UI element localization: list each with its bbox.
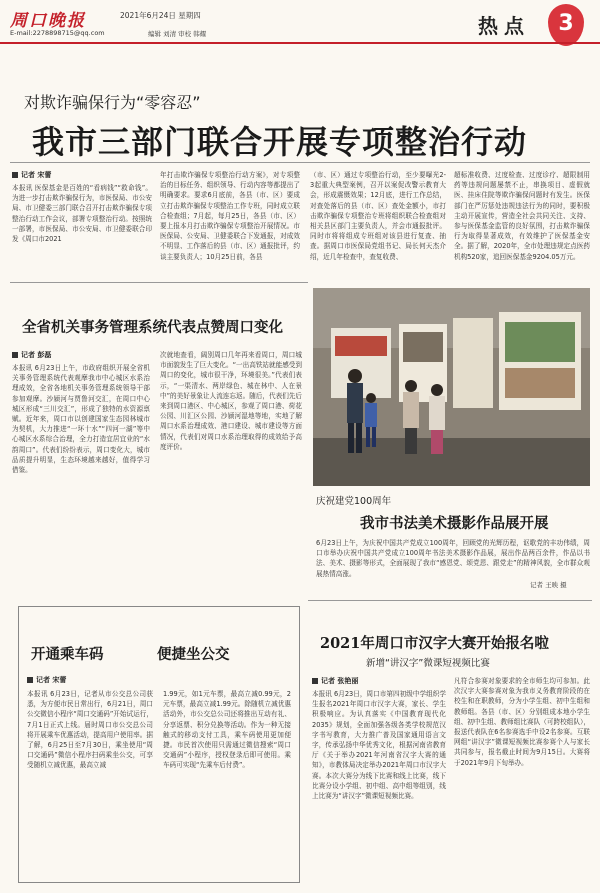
top-story-kicker: 对欺诈骗保行为“零容忍”: [24, 93, 201, 112]
contact-email: E-mail:2278898715@qq.com: [10, 29, 105, 37]
divider: [10, 282, 308, 283]
hanzi-byline: 记者 张艳丽: [312, 676, 446, 686]
hanzi-text-2: 凡符合参赛对象要求的全市师生均可参加。此次汉字大赛参赛对象为我市义务教育阶段的在校生和在职教师，分为小学生组、初中生组和教师组。各县（市、区）分别组成本地小学生组、初中生组、教师组比赛队（可跨校组队），报送代表队在6名参赛选手中设2名参赛。互联网组“讲汉字”微课短视频比赛参赛个人与家长共同参与，报名截止时间为9月15日。大赛将于2021年9月下旬举办。: [454, 677, 590, 767]
issue-date: 2021年6月24日 星期四: [120, 11, 201, 20]
hanzi-subhead: 新增“讲汉字”微课短视频比赛: [366, 658, 490, 669]
transit-text-1: 本报讯 6月23日，记者从市公交总公司获悉，为方便市民日常出行，6月21日，周口公交微信小程序“周口交通码”开始试运行，7月1日正式上线。届时周口市公交总公司将开展乘车优惠活动，提高用户使用率。据了解，6月25日至7月30日，乘坐使用“周口交通码”微信小程序扫码乘坐公交，可享受随机立减优惠，最高立减: [27, 690, 153, 770]
change-story-text-2: 次就地查看，阔别周口几年再来看周口，周口城市面貌发生了巨大变化。“一出高铁站就能感受到周口的变化，城市很干净，环境很美。”代表们表示，“一渠清水、两岸绿色、城在林中、人在景中”的美好景象让人流连忘返。随后，代表们先后来到周口港区、中心城区，参观了周口港、荷花公园、川汇区公园、沙颍河湿地等地，实地了解周口水系治理成效、港口建设、城市建设等方面情况，代表们对周口水系治理取得的成效给予高度评价。: [160, 351, 302, 451]
top-story-text-4: 超标准收费、过度检查、过度诊疗、超限制用药等违规问题屡禁不止，串换项目、虚假就医、挂床住院等欺诈骗保问题时有发生。医保部门在严厉惩处违规违法行为的同时，要积极主动开展宣传，营造全社会共同关注、支持、参与医保基金监管的良好氛围，打击欺诈骗保行为取得显著成效，有效维护了医保基金安全。据了解，2020年，全市处理违规定点医药机构520家，追回医保基金9204.05万元。: [454, 171, 590, 261]
hanzi-text-1: 本报讯 6月23日，周口市第四初级中学组织学生报名2021年周口市汉字大赛，家长、学生积极响应。为认真落实《中国教育现代化2035》规划，全面加强各级各类学校规范汉字书写教育，大力推广普及国家通用语言文字，传承弘扬中华优秀文化，根据河南省教育厅《关于举办2021年河南省汉字大赛的通知》，市教体局决定举办2021年周口市汉字大赛。本次大赛分为线下比赛和线上比赛，线下比赛分设小学组、初中组、高中组等组别，线上比赛为“讲汉字”微课短视频比赛。: [312, 690, 446, 801]
top-story-text-3: （市、区）通过专项整治行动，至少要曝光2-3起重大典型案例，召开以案促改警示教育大会，形成震慑效果；12月底，进行工作总结，对查处落后的县（市、区）查处金额小，市打击欺诈骗保专项整治专班将组织联合检查组对相关县区部门主要负责人，并会市通报批评。同时市将将组成专班组对该县进行复查、抽查。据周口市医保局党组书记、局长何天杰介绍，近几年检查中，查复收费、: [310, 171, 446, 261]
photo-credit: 记者 王映 摄: [530, 581, 567, 589]
top-story-text-2: 年打击欺诈骗保专项整治行动方案》，对专项整治的目标任务、组织领导、行动内容等都提出了明确要求。要求6月底前，各县（市、区）要成立打击欺诈骗保专项整治工作专班，同时成立联合检查组；7月起，每月25日，各县（市、区）要上报本月打击欺诈骗保专项整治开展情况。市医保局、公安局、卫健委联合下发通报，对成效不明显、工作落后的县（市、区）通报批评，约谈主要负责人；10月25日前，各县: [160, 171, 300, 261]
top-story-column-1: [12, 170, 152, 275]
newspaper-logo: 周口晚报: [10, 11, 86, 31]
photo-story-body: 6月23日上午，为庆祝中国共产党成立100周年，回顾党的光辉历程，讴歌党的丰功伟绩，周口市举办庆祝中国共产党成立100周年书法美术摄影作品展，展出作品两百余件，作品以书法、美术、摄影等形式，全面展现了我市“感恩党、颂党恩、跟党走”的精神风貌，全市群众观展热情高涨。: [316, 539, 590, 578]
transit-text-2: 1.99元，如1元车票，最高立减0.99元，2元车票，最高立减1.99元。除随机立减优惠活动外，市公交总公司还将推出互动有礼、分享返票、积分兑换等活动。作为一种无接触式的移动支付工具，乘车码使用更加便捷。市民首次使用只需通过微信搜索“周口交通码”小程序，授权登录后即可使用。乘车码可实现“先乘车后付费”。: [163, 690, 291, 770]
change-story-headline: 全省机关事务管理系统代表点赞周口变化: [22, 319, 283, 336]
masthead-rule: [0, 42, 600, 44]
top-story-text-1: 本报讯 医保基金是百姓的“看病钱”“救命钱”。为进一步打击欺诈骗保行为，市医保局、市公安局、市卫健委三部门联合召开打击欺诈骗保专项整治行动工作会议，部署专项整治行动。按照统一部署，市医保局、市公安局、市卫健委联合印发《周口市2021: [12, 184, 152, 244]
exhibition-photo-illustration: [313, 288, 590, 486]
page-number-badge: 3: [548, 4, 584, 46]
transit-headline-part-2: 便捷坐公交: [157, 646, 230, 663]
hanzi-story-column-1: [312, 676, 446, 885]
divider: [308, 600, 592, 601]
change-story-text-1: 本报讯 6月23日上午，市政府组织开展全省机关事务管理系统代表观摩我市中心城区水系治理成效，全省各地机关事务管理系统领导干部参加观摩。沙颍河与贾鲁河交汇，在周口中心城区形成“三川交汇”，形成了独特的水资源禀赋。近年来，周口市以创建国家生态园林城市为契机，大力推进“一环十水”“四河一湖”等中心城区水系综合治理，全力打造宜居宜业的“水韵周口”。代表们纷纷表示，周口变化大，城市品质提升明显，生态环境越来越好，值得学习借鉴。: [12, 364, 150, 475]
top-story-byline: 记者 宋蕾: [12, 170, 152, 180]
change-story-column-1: [12, 350, 150, 599]
photo-caption-title: 庆祝建党100周年: [316, 496, 392, 507]
photo-story-headline: 我市书法美术摄影作品展开展: [360, 515, 549, 532]
exhibition-photo: [313, 288, 590, 486]
top-story-headline: 我市三部门联合开展专项整治行动: [32, 123, 528, 161]
transit-story-column-1: [27, 675, 153, 879]
transit-headline-part-1: 开通乘车码: [31, 646, 104, 663]
transit-byline: 记者 宋蕾: [27, 675, 153, 685]
transit-story-box: [18, 606, 300, 883]
masthead: [0, 0, 600, 62]
change-story-byline: 记者 彭磊: [12, 350, 150, 360]
section-name: 热点: [478, 14, 530, 38]
headline-rule: [10, 162, 590, 163]
hanzi-headline: 2021年周口市汉字大赛开始报名啦: [320, 635, 549, 652]
editor-credits: 编辑 刘清 审校 韩耀: [148, 30, 207, 38]
